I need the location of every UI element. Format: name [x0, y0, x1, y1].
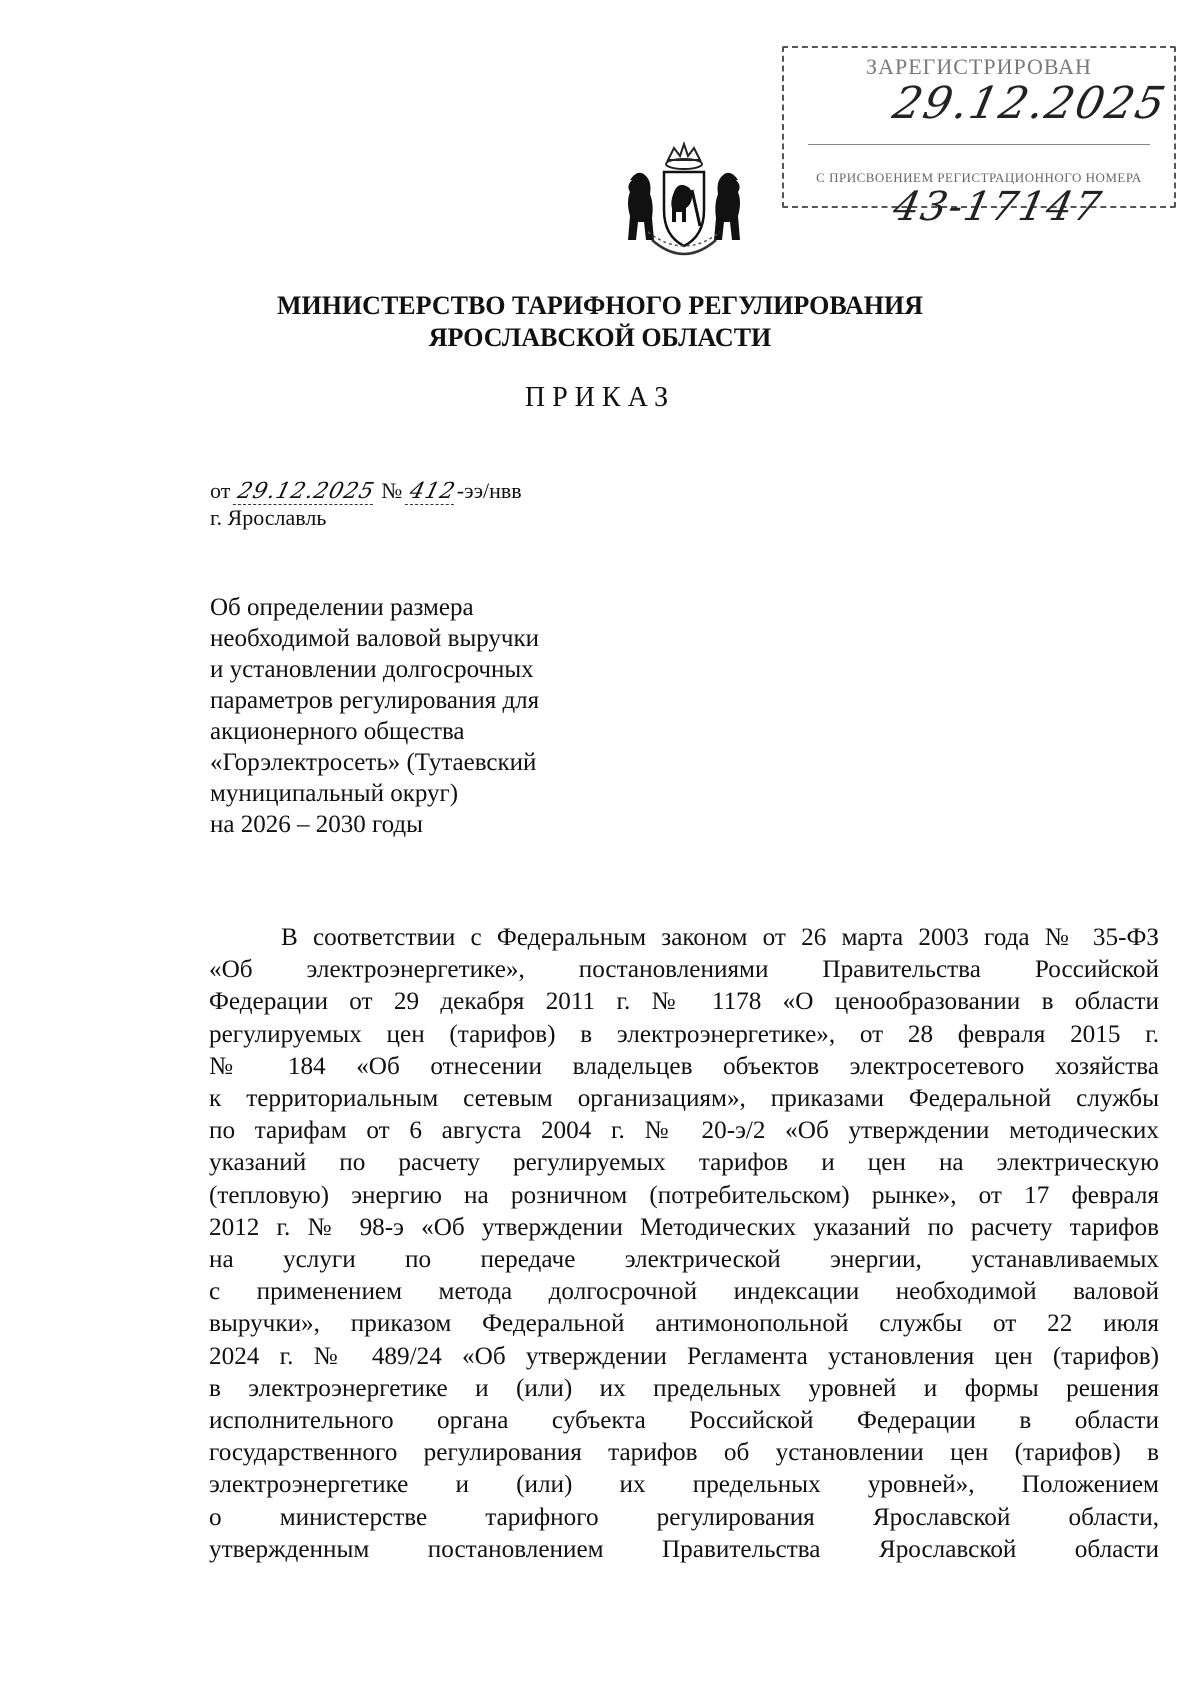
body-line: утвержденным постановлением Правительства Ярославской области	[209, 1535, 1159, 1563]
body-line: 2024 г. № 489/24 «Об утверждении Регламента установления цен (тарифов)	[209, 1342, 1159, 1370]
body-line: электроэнергетике и (или) их предельных уровней», Положением	[209, 1471, 1159, 1499]
stamp-title: ЗАРЕГИСТРИРОВАН	[866, 54, 1092, 79]
body-line: исполнительного органа субъекта Российской Федерации в области	[209, 1407, 1159, 1435]
coat-of-arms-icon	[612, 140, 756, 266]
subject-line: муниципальный округ)	[210, 780, 459, 807]
stamp-date: 29.12.2025	[888, 78, 1172, 129]
subject-line: и установлении долгосрочных	[210, 656, 534, 683]
document-type: ПРИКАЗ	[524, 382, 676, 413]
body-line: В соответствии с Федеральным законом от 26 марта 2003 года № 35-ФЗ	[281, 924, 1159, 951]
order-from-label: от	[210, 478, 231, 503]
body-line: государственного регулирования тарифов об установлении цен (тарифов) в	[209, 1439, 1159, 1467]
body-line: регулируемых цен (тарифов) в электроэнергетике», от 28 февраля 2015 г.	[209, 1020, 1159, 1048]
body-line: (тепловую) энергию на розничном (потребительском) рынке», от 17 февраля	[209, 1181, 1159, 1209]
registration-stamp	[782, 46, 1176, 230]
body-line: о министерстве тарифного регулирования Ярославской области,	[209, 1503, 1159, 1531]
body-line: с применением метода долгосрочной индексации необходимой валовой	[209, 1278, 1159, 1306]
stamp-divider	[808, 144, 1150, 145]
order-date: 29.12.2025	[233, 479, 379, 505]
body-line: 2012 г. № 98-э «Об утверждении Методических указаний по расчету тарифов	[209, 1213, 1159, 1241]
subject-line: параметров регулирования для	[210, 687, 540, 714]
subject-line: акционерного общества	[210, 718, 465, 745]
order-subject	[210, 592, 610, 840]
ministry-name	[0, 290, 1200, 354]
order-reference	[210, 478, 522, 505]
order-number-label: №	[381, 478, 403, 503]
order-body	[209, 922, 1159, 1566]
order-number-suffix: -ээ/нвв	[456, 478, 522, 503]
body-line: указаний по расчету регулируемых тарифов и цен на электрическую	[209, 1149, 1159, 1177]
stamp-number: 43-17147	[889, 184, 1107, 230]
order-number: 412	[405, 479, 460, 505]
order-city: г. Ярославль	[210, 505, 327, 530]
ministry-line-1: МИНИСТЕРСТВО ТАРИФНОГО РЕГУЛИРОВАНИЯ	[276, 291, 924, 320]
body-line: в электроэнергетике и (или) их предельных уровней и формы решения	[209, 1374, 1159, 1402]
body-line: Федерации от 29 декабря 2011 г. № 1178 «О ценообразовании в области	[209, 988, 1159, 1016]
body-line: к территориальным сетевым организациям», приказами Федеральной службы	[209, 1085, 1159, 1113]
body-line: № 184 «Об отнесении владельцев объектов электросетевого хозяйства	[209, 1052, 1159, 1080]
body-line: на услуги по передаче электрической энергии, устанавливаемых	[209, 1246, 1159, 1274]
subject-line: «Горэлектросеть» (Тутаевский	[210, 749, 537, 776]
subject-line: необходимой валовой выручки	[210, 625, 540, 652]
stamp-subtitle: С ПРИСВОЕНИЕМ РЕГИСТРАЦИОННОГО НОМЕРА	[816, 170, 1142, 185]
body-line: по тарифам от 6 августа 2004 г. № 20-э/2 «Об утверждении методических	[209, 1117, 1159, 1145]
body-line: «Об электроэнергетике», постановлениями Правительства Российской	[209, 956, 1159, 984]
ministry-line-2: ЯРОСЛАВСКОЙ ОБЛАСТИ	[428, 323, 772, 352]
subject-line: на 2026 – 2030 годы	[210, 811, 423, 838]
subject-line: Об определении размера	[210, 594, 474, 621]
body-line: выручки», приказом Федеральной антимонопольной службы от 22 июля	[209, 1310, 1159, 1338]
